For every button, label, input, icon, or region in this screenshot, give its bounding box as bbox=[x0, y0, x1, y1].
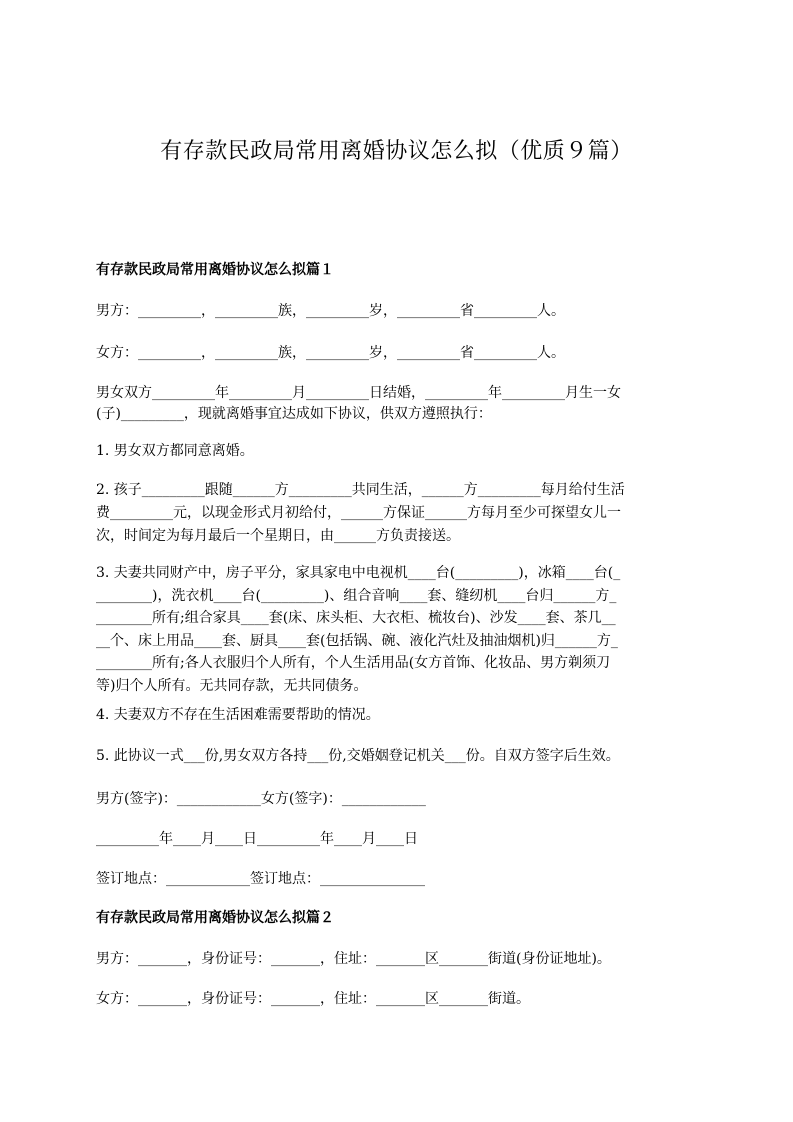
clause-2-line-3: 次，时间定为每月最后一个星期日，由______方负责接送。 bbox=[96, 528, 460, 544]
clause-3-line-3: ________所有;组合家具____套(床、床头柜、大衣柜、梳妆台)、沙发____套、茶几__ bbox=[96, 610, 616, 626]
marriage-info-line-2: (子)_________，现就离婚事宜达成如下协议，供双方遵照执行： bbox=[96, 406, 492, 422]
clause-5: 5. 此协议一式___份,男女双方各持___份,交婚姻登记机关___份。自双方签字后生效。 bbox=[96, 748, 620, 764]
section-2-heading: 有存款民政局常用离婚协议怎么拟篇２ bbox=[96, 910, 334, 926]
clause-3-line-1: 3. 夫妻共同财产中，房子平分，家具家电中电视机____台(_________)，冰箱____台(_ bbox=[96, 565, 621, 581]
clause-3-line-6: 等)归个人所有。无共同存款，无共同债务。 bbox=[96, 678, 368, 694]
man-info-line: 男方：_________，_________族，_________岁，_________省_________人。 bbox=[96, 303, 565, 319]
section-1-heading: 有存款民政局常用离婚协议怎么拟篇１ bbox=[96, 262, 334, 278]
woman-info-line-2: 女方：_______，身份证号：_______，住址：_______区_______街道。 bbox=[96, 991, 530, 1007]
man-info-line-2: 男方：_______，身份证号：_______，住址：_______区_______街道(身份证地址)。 bbox=[96, 951, 611, 967]
date-line: _________年____月____日_________年____月____日 bbox=[96, 831, 418, 847]
clause-2-line-2: 费_________元，以现金形式月初给付，______方保证______方每月至少可探望女儿一 bbox=[96, 505, 621, 521]
clause-2-line-1: 2. 孩子_________跟随______方_________共同生活，______方_________每月给付生活 bbox=[96, 482, 625, 498]
clause-4: 4. 夫妻双方不存在生活困难需要帮助的情况。 bbox=[96, 707, 380, 723]
clause-3-line-5: ________所有;各人衣服归个人所有，个人生活用品(女方首饰、化妆品、男方剃须刀 bbox=[96, 655, 611, 671]
marriage-info-line-1: 男女双方_________年_________月_________日结婚，_________年_________月生一女 bbox=[96, 385, 621, 401]
clause-3-line-2: ________)，洗衣机____台(_________)、组合音响____套、缝纫机____台归______方_ bbox=[96, 588, 617, 604]
signing-place-line: 签订地点：____________签订地点：_______________ bbox=[96, 871, 425, 887]
document-title: 有存款民政局常用离婚协议怎么拟（优质９篇） bbox=[160, 139, 633, 164]
clause-3-line-4: __个、床上用品____套、厨具____套(包括锅、碗、液化汽灶及抽油烟机)归______方_ bbox=[96, 633, 618, 649]
clause-1: 1. 男女双方都同意离婚。 bbox=[96, 443, 254, 459]
woman-info-line: 女方：_________，_________族，_________岁，_________省_________人。 bbox=[96, 345, 565, 361]
signature-line: 男方(签字)：____________女方(签字)：____________ bbox=[96, 791, 426, 807]
